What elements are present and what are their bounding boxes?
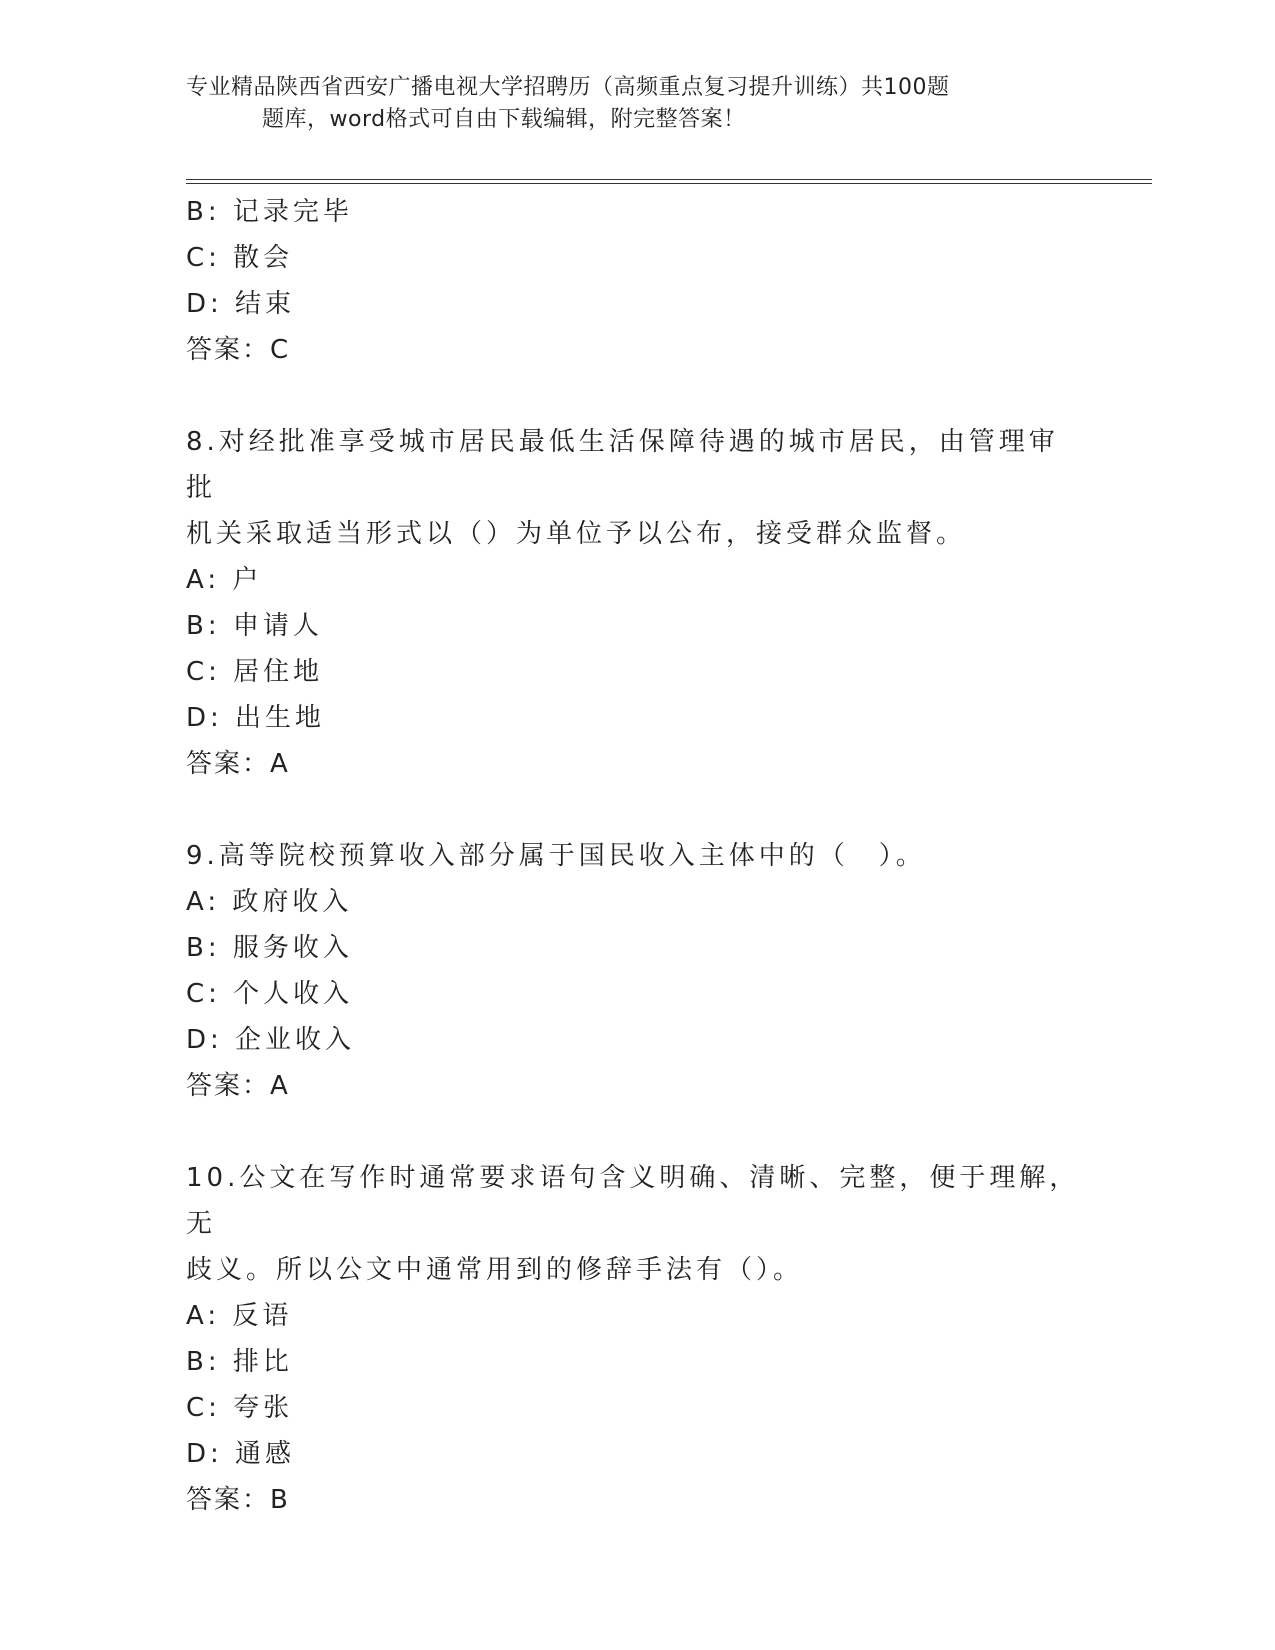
header-divider-bottom bbox=[186, 183, 1152, 184]
option-d: D: 出生地 bbox=[186, 703, 326, 733]
question-7-continuation bbox=[186, 189, 1086, 373]
question-text-line2: 歧义。所以公文中通常用到的修辞手法有（）。 bbox=[186, 1255, 804, 1285]
spacer bbox=[186, 373, 1086, 419]
question-8 bbox=[186, 419, 1086, 787]
answer-line: 答案：A bbox=[186, 749, 290, 779]
question-10 bbox=[186, 1155, 1086, 1523]
answer-line: 答案：C bbox=[186, 335, 291, 365]
spacer bbox=[186, 787, 1086, 833]
option-d: D: 通感 bbox=[186, 1439, 296, 1469]
option-a: A: 政府收入 bbox=[186, 887, 353, 917]
option-a: A: 反语 bbox=[186, 1301, 293, 1331]
option-c: C: 个人收入 bbox=[186, 979, 354, 1009]
option-b: B: 申请人 bbox=[186, 611, 323, 641]
document-body bbox=[186, 189, 1086, 1523]
document-header bbox=[186, 72, 1066, 136]
header-divider-top bbox=[186, 179, 1152, 180]
option-d: D: 结束 bbox=[186, 289, 296, 319]
header-title-line1: 专业精品陕西省西安广播电视大学招聘历（高频重点复习提升训练）共100题 bbox=[186, 75, 950, 100]
question-text-line1: 9.高等院校预算收入部分属于国民收入主体中的（ ）。 bbox=[186, 841, 926, 871]
option-b: B: 记录完毕 bbox=[186, 197, 353, 227]
question-text-line1: 8.对经批准享受城市居民最低生活保障待遇的城市居民，由管理审批 bbox=[186, 427, 1059, 503]
option-b: B: 服务收入 bbox=[186, 933, 353, 963]
option-c: C: 夸张 bbox=[186, 1393, 294, 1423]
answer-line: 答案：A bbox=[186, 1071, 290, 1101]
header-title-line2: 题库，word格式可自由下载编辑，附完整答案！ bbox=[262, 107, 746, 132]
spacer bbox=[186, 1109, 1086, 1155]
question-text-line1: 10.公文在写作时通常要求语句含义明确、清晰、完整，便于理解，无 bbox=[186, 1163, 1080, 1239]
option-b: B: 排比 bbox=[186, 1347, 293, 1377]
option-c: C: 居住地 bbox=[186, 657, 324, 687]
question-text-line2: 机关采取适当形式以（）为单位予以公布，接受群众监督。 bbox=[186, 519, 967, 549]
option-c: C: 散会 bbox=[186, 243, 294, 273]
option-a: A: 户 bbox=[186, 565, 263, 595]
answer-line: 答案：B bbox=[186, 1485, 290, 1515]
option-d: D: 企业收入 bbox=[186, 1025, 356, 1055]
question-9 bbox=[186, 833, 1086, 1109]
